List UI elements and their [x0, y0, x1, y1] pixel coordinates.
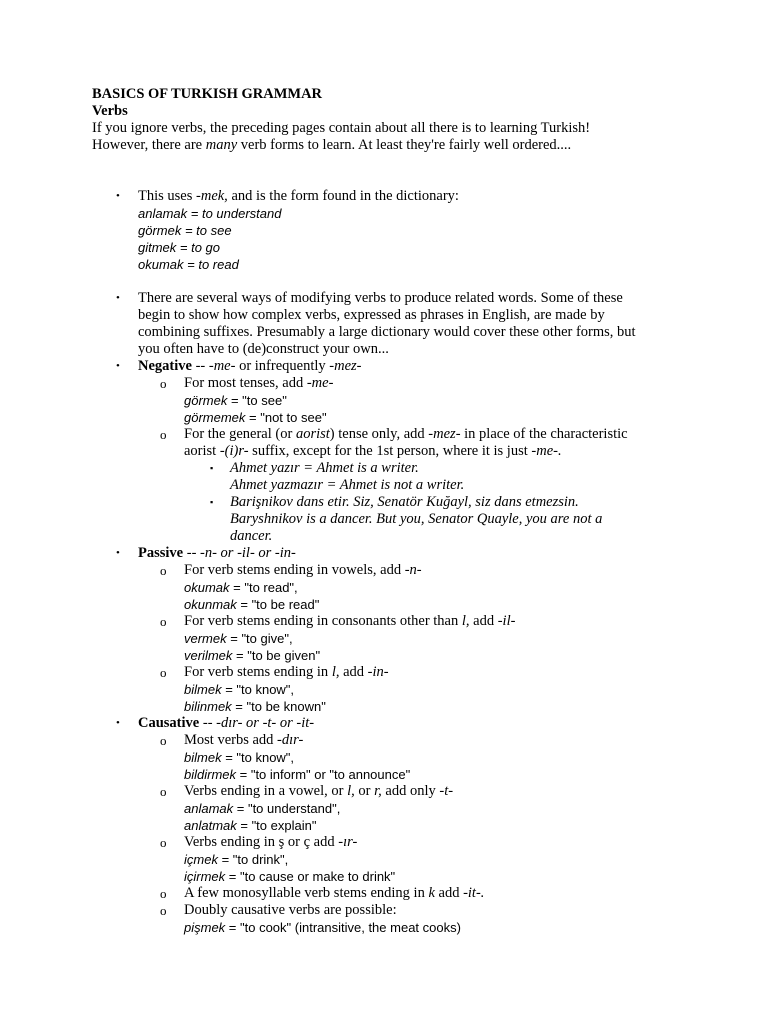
example-sentence: Ahmet yazmazır = Ahmet is not a writer. [230, 477, 465, 493]
example-sentence: Barişnikov dans etir. Siz, Senatör Kuğayl, siz dans etmezsin. [230, 494, 579, 510]
example-word: anlatmak [184, 818, 237, 833]
circle-bullet-icon: o [160, 665, 167, 680]
suffix: n- [409, 562, 422, 578]
suffix: il- [502, 613, 516, 629]
suffix: in- [372, 664, 389, 680]
suffix: me-. [536, 443, 562, 459]
letter: r, [374, 783, 382, 799]
example-gloss: = "to give", [226, 631, 293, 646]
example-line: okumak = to read [138, 257, 239, 272]
sub-sub-item-ahmet [184, 460, 732, 494]
example-word: görmek [184, 393, 228, 408]
heading-negative: Negative [138, 358, 192, 374]
circle-bullet-icon: o [160, 784, 167, 799]
example-line: gitmek = to go [138, 240, 221, 255]
circle-bullet-icon: o [160, 733, 167, 748]
circle-bullet-icon: o [160, 886, 167, 901]
example-gloss: = "to be read" [236, 597, 320, 612]
text: ) tense only, add - [329, 426, 434, 442]
circle-bullet-icon: o [160, 563, 167, 578]
example-gloss: = "not to see" [245, 410, 327, 425]
circle-bullet-icon: o [160, 427, 167, 442]
example-gloss: = "to know", [221, 682, 295, 697]
suffix-list: -- -n- or -il- or -in- [183, 545, 296, 561]
suffix: mez- [433, 426, 461, 442]
sub-item-causative-2 [138, 783, 732, 834]
text: Verbs ending in a vowel, or [184, 783, 348, 799]
suffix: me- [213, 358, 236, 374]
text: For verb stems ending in vowels, add - [184, 562, 410, 578]
example-word: vermek [184, 631, 227, 646]
term: aorist [295, 426, 330, 442]
text: or infrequently - [235, 358, 335, 374]
example-gloss: = "to cook" (intransitive, the meat cooks) [225, 920, 461, 935]
example-gloss: = "to explain" [236, 818, 317, 833]
example-word: bilmek [184, 682, 222, 697]
circle-bullet-icon: o [160, 835, 167, 850]
circle-bullet-icon: o [160, 614, 167, 629]
sub-item-passive-1 [138, 562, 732, 613]
text: add - [469, 613, 503, 629]
circle-bullet-icon: o [160, 903, 167, 918]
paragraph-line: combining suffixes. Presumably a large dictionary would cover these other forms, but [138, 324, 636, 340]
example-word: verilmek [184, 648, 233, 663]
suffix: mez- [334, 358, 362, 374]
text: For verb stems ending in [184, 664, 332, 680]
intro-emphasis: many [205, 137, 238, 153]
section-heading-verbs: Verbs [92, 103, 128, 119]
example-gloss: = "to read", [229, 580, 298, 595]
text: This uses - [138, 188, 201, 204]
example-gloss: = "to cause or make to drink" [225, 869, 396, 884]
sub-sub-item-baryshnikov [184, 494, 732, 545]
bullet-icon: • [116, 190, 120, 202]
text: A few monosyllable verb stems ending in [184, 885, 429, 901]
text: Most verbs add - [184, 732, 282, 748]
intro-text: However, there are [92, 137, 206, 153]
paragraph-line: There are several ways of modifying verbs to produce related words. Some of these [138, 290, 623, 306]
sub-item-causative-1 [138, 732, 732, 783]
example-word: bilinmek [184, 699, 232, 714]
example-word: pişmek [184, 920, 226, 935]
bullet-icon: • [116, 547, 120, 559]
suffix: ır- [343, 834, 358, 850]
document-title: BASICS OF TURKISH GRAMMAR [92, 86, 323, 102]
suffix: mek, [200, 188, 228, 204]
text: For the general (or [184, 426, 296, 442]
example-gloss: = "to be given" [232, 648, 321, 663]
list-item-negative [92, 358, 732, 375]
letter: l, [331, 664, 340, 680]
sub-item-passive-2 [138, 613, 732, 664]
example-word: bildirmek [184, 767, 237, 782]
example-gloss: = "to see" [227, 393, 287, 408]
intro-paragraph [92, 120, 732, 154]
example-word: okunmak [184, 597, 237, 612]
example-word: görmemek [184, 410, 246, 425]
text: suffix, except for the 1st person, where it is just - [248, 443, 537, 459]
text: add - [434, 885, 468, 901]
letter: l, [461, 613, 470, 629]
text: add only - [381, 783, 445, 799]
example-sentence: Baryshnikov is a dancer. But you, Senator Quayle, you are not a [230, 511, 603, 527]
example-word: içirmek [184, 869, 226, 884]
document-page [92, 86, 732, 936]
letter: l, [347, 783, 355, 799]
bullet-icon: • [116, 360, 120, 372]
example-word: bilmek [184, 750, 222, 765]
sub-item-causative-3 [138, 834, 732, 885]
text: Verbs ending in ş or ç add - [184, 834, 344, 850]
list-item-infinitive [92, 188, 732, 273]
example-gloss: = "to inform" or "to announce" [236, 767, 411, 782]
example-sentence: dancer. [230, 528, 273, 544]
square-bullet-icon: ▪ [210, 463, 214, 473]
text: For most tenses, add - [184, 375, 312, 391]
paragraph-line: begin to show how complex verbs, expressed as phrases in English, are made by [138, 307, 605, 323]
list-item-causative [92, 715, 732, 732]
suffix: it-. [467, 885, 485, 901]
square-bullet-icon: ▪ [210, 497, 214, 507]
suffix: (i)r- [224, 443, 249, 459]
intro-text: verb forms to learn. At least they're fairly well ordered.... [237, 137, 572, 153]
suffix: dır- [281, 732, 304, 748]
intro-line-2 [92, 137, 732, 154]
sub-item-causative-5 [138, 902, 732, 936]
letter: k [428, 885, 435, 901]
paragraph-line: you often have to (de)construct your own... [138, 341, 389, 357]
example-gloss: = "to be known" [231, 699, 326, 714]
sub-item-negative-2 [138, 426, 732, 460]
example-gloss: = "to drink", [217, 852, 289, 867]
list-item-passive [92, 545, 732, 562]
example-word: içmek [184, 852, 218, 867]
sub-item-causative-4 [138, 885, 732, 902]
example-gloss: = "to know", [221, 750, 295, 765]
text: or [354, 783, 375, 799]
example-sentence: Ahmet yazır = Ahmet is a writer. [230, 460, 419, 476]
example-word: okumak [184, 580, 230, 595]
text: in place of the characteristic [460, 426, 628, 442]
text: -- - [191, 358, 214, 374]
text: add - [339, 664, 373, 680]
text: and is the form found in the dictionary: [227, 188, 459, 204]
text: Doubly causative verbs are possible: [184, 902, 397, 918]
text: For verb stems ending in consonants other than [184, 613, 462, 629]
circle-bullet-icon: o [160, 376, 167, 391]
bullet-icon: • [116, 292, 120, 304]
example-gloss: = "to understand", [233, 801, 341, 816]
text: aorist - [184, 443, 225, 459]
heading-causative: Causative [138, 715, 200, 731]
suffix-list: -- -dır- or -t- or -it- [199, 715, 315, 731]
suffix: me- [311, 375, 334, 391]
suffix: t- [444, 783, 454, 799]
example-line: görmek = to see [138, 223, 232, 238]
example-word: anlamak [184, 801, 234, 816]
example-line: anlamak = to understand [138, 206, 282, 221]
sub-item-passive-3 [138, 664, 732, 715]
intro-line-1: If you ignore verbs, the preceding pages contain about all there is to learning Turkish! [92, 120, 591, 136]
list-item-modify [92, 290, 732, 358]
bullet-icon: • [116, 717, 120, 729]
sub-item-negative-1 [138, 375, 732, 426]
heading-passive: Passive [138, 545, 184, 561]
